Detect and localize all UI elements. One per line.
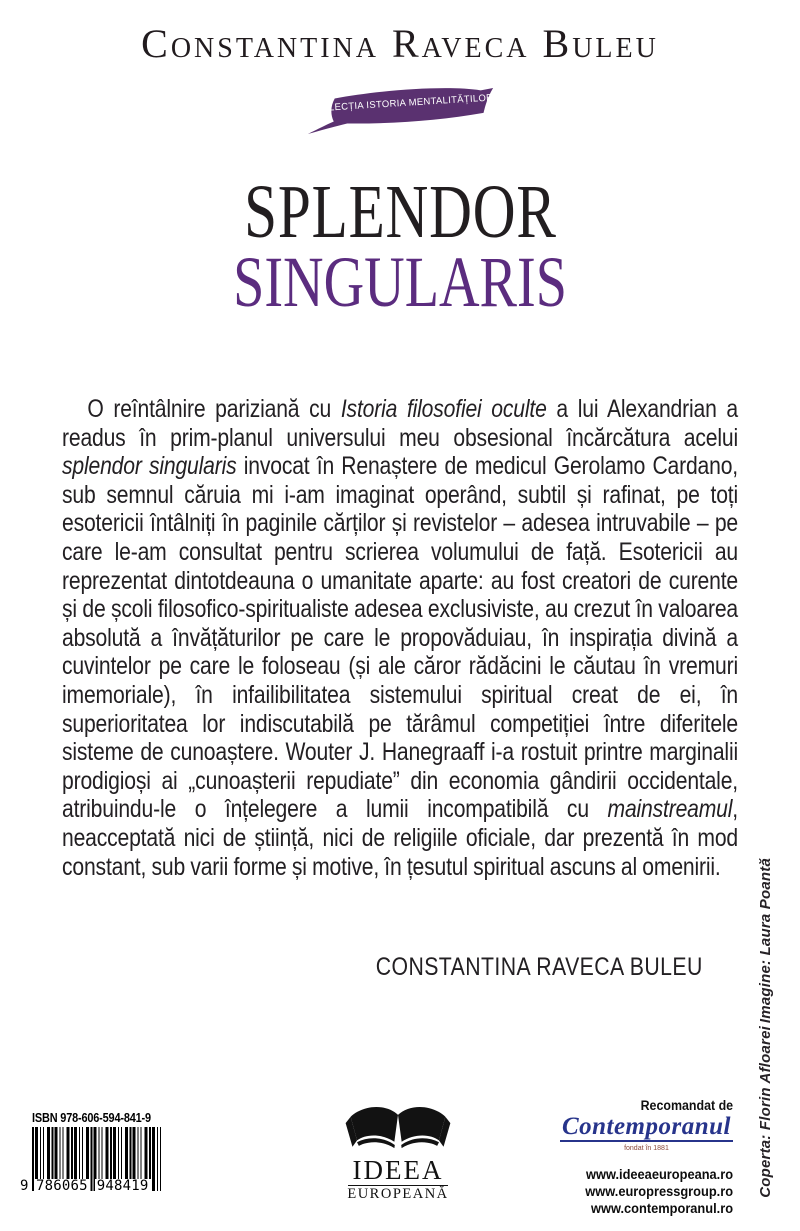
contemporanul-logo bbox=[560, 1114, 733, 1153]
cover-credit-vertical: Coperta: Florin Afloarei bbox=[757, 1026, 774, 1198]
barcode-group: 948419 bbox=[96, 1178, 149, 1194]
contemporanul-founded: fondat în 1881 bbox=[624, 1145, 669, 1152]
blurb-italic-phrase: splendor singularis bbox=[62, 452, 237, 481]
publisher-subname: EUROPEANĂ bbox=[347, 1186, 449, 1202]
publisher-logo bbox=[322, 1104, 474, 1202]
blurb-seg: , neacceptată nici de știință, nici de religiile oficiale, dar prezentă în mod constant, sub varii forme și motive, în țesutul spiritual ascuns al omenirii. bbox=[62, 795, 738, 881]
blurb-signature: CONSTANTINA RAVECA BULEU bbox=[375, 953, 703, 981]
blurb-italic-title: Istoria filosofiei oculte bbox=[340, 395, 547, 423]
barcode-lead-digit: 9 bbox=[20, 1178, 29, 1194]
barcode bbox=[20, 1127, 163, 1194]
footer-right-block bbox=[560, 1098, 733, 1217]
image-credit-vertical: Imagine: Laura Poantă bbox=[757, 858, 774, 1024]
publisher-name: IDEEA bbox=[352, 1155, 444, 1185]
blurb-seg: O reîntâlnire pariziană cu bbox=[87, 395, 341, 423]
book-subtitle: SINGULARIS bbox=[233, 242, 567, 322]
blurb-paragraph bbox=[62, 395, 738, 881]
book-title: SPLENDOR bbox=[243, 170, 557, 254]
website-item: www.ideeaeuropeana.ro bbox=[585, 1167, 733, 1182]
barcode-group: 786065 bbox=[36, 1178, 88, 1194]
website-item: www.contemporanul.ro bbox=[590, 1201, 733, 1216]
open-book-icon bbox=[343, 1104, 453, 1155]
recommended-by-label: Recomandat de bbox=[640, 1098, 733, 1113]
website-list bbox=[569, 1166, 733, 1217]
contemporanul-wordmark: Contemporanul bbox=[561, 1113, 731, 1140]
collection-ribbon-label: COLECȚIA ISTORIA MENTALITĂȚILOR bbox=[313, 92, 494, 115]
collection-ribbon bbox=[304, 85, 496, 137]
author-name: Constantina Raveca Buleu bbox=[141, 21, 659, 66]
website-item: www.europressgroup.ro bbox=[585, 1184, 733, 1199]
isbn-block bbox=[20, 1110, 180, 1194]
blurb-seg: a lui Alexandrian a readus în prim-planul universului meu obsesional încărcătura acelui bbox=[62, 395, 738, 452]
barcode-digits bbox=[20, 1179, 151, 1194]
blurb-seg: invocat în Renaștere de medicul Gerolamo Cardano, sub semnul căruia mi i-am imaginat operând, subtil și rafinat, pe toți esotericii întâlniți în paginile cărților și revistelor – adesea intruvabile – pe care le-am consultat pentru scrierea volumului de față. Esotericii au reprezentat dintotdeauna o umanitate aparte: au fost creatori de curente și de școli filosofico-spiritualiste adesea exclusiviste, au crezut în valoarea absolută a învățăturilor pe care le propovăduiau, în inspirația divină a cuvintelor pe care le foloseau (și ale căror rădăcini le căutau în vremuri imemoriale), în infailibilitatea sistemului spiritual creat de ei, în superioritatea lor indiscutabilă pe tărâmul competiției între diferitele sisteme de cunoaștere. Wouter J. Hanegraaff i-a rostuit printre marginalii prodigioși ai „cunoașterii repudiate” din economia gândirii occidentale, atribuindu-le o înțelegere a lumii incompatibilă cu bbox=[62, 452, 739, 824]
isbn-label: ISBN 978-606-594-841-9 bbox=[32, 1110, 151, 1125]
blurb-italic-word: mainstreamul bbox=[607, 795, 733, 824]
